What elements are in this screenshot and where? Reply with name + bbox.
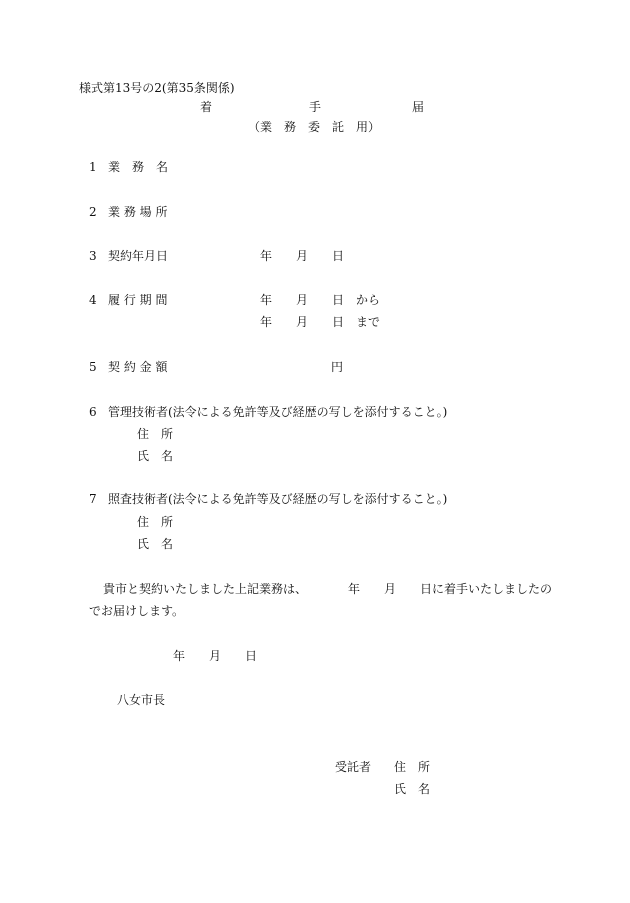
title-subtitle: （業 務 委 託 用） [248, 120, 381, 134]
submission-date: 年 月 日 [173, 649, 258, 663]
body-text-line2: でお届けします。 [89, 604, 185, 618]
item-4-label: 履 行 期 間 [108, 293, 168, 307]
item-3-number: 3 [89, 249, 97, 263]
item-2-number: 2 [89, 205, 97, 219]
contractor-address-label: 住 所 [394, 760, 431, 774]
title-char-2: 手 [309, 100, 322, 114]
body-text-line1-start: 貴市と契約いたしました上記業務は、 [103, 582, 308, 596]
item-6-number: 6 [89, 405, 97, 419]
item-7-number: 7 [89, 492, 97, 506]
item-2-label: 業 務 場 所 [108, 205, 168, 219]
title-char-3: 届 [412, 100, 425, 114]
item-5-unit: 円 [331, 360, 344, 374]
body-text-line1-end: 年 月 日に着手いたしましたの [348, 582, 553, 596]
addressee: 八女市長 [117, 693, 166, 707]
item-6-label: 管理技術者(法令による免許等及び経歴の写しを添付すること。) [108, 405, 448, 419]
item-3-date: 年 月 日 [260, 249, 345, 263]
form-number: 様式第13号の2(第35条関係) [79, 81, 235, 95]
contractor-name-label: 氏 名 [394, 782, 431, 796]
item-6-name-label: 氏 名 [137, 449, 174, 463]
item-4-to-date: 年 月 日 まで [260, 315, 381, 329]
item-5-number: 5 [89, 360, 97, 374]
item-3-label: 契約年月日 [108, 249, 169, 263]
item-7-address-label: 住 所 [137, 515, 174, 529]
item-1-label: 業 務 名 [108, 160, 169, 174]
contractor-label: 受託者 [335, 760, 372, 774]
item-4-from-date: 年 月 日 から [260, 293, 381, 307]
item-7-name-label: 氏 名 [137, 537, 174, 551]
item-1-number: 1 [89, 160, 97, 174]
item-4-number: 4 [89, 293, 97, 307]
title-char-1: 着 [200, 100, 213, 114]
item-5-label: 契 約 金 額 [108, 360, 168, 374]
item-7-label: 照査技術者(法令による免許等及び経歴の写しを添付すること。) [108, 492, 448, 506]
item-6-address-label: 住 所 [137, 427, 174, 441]
